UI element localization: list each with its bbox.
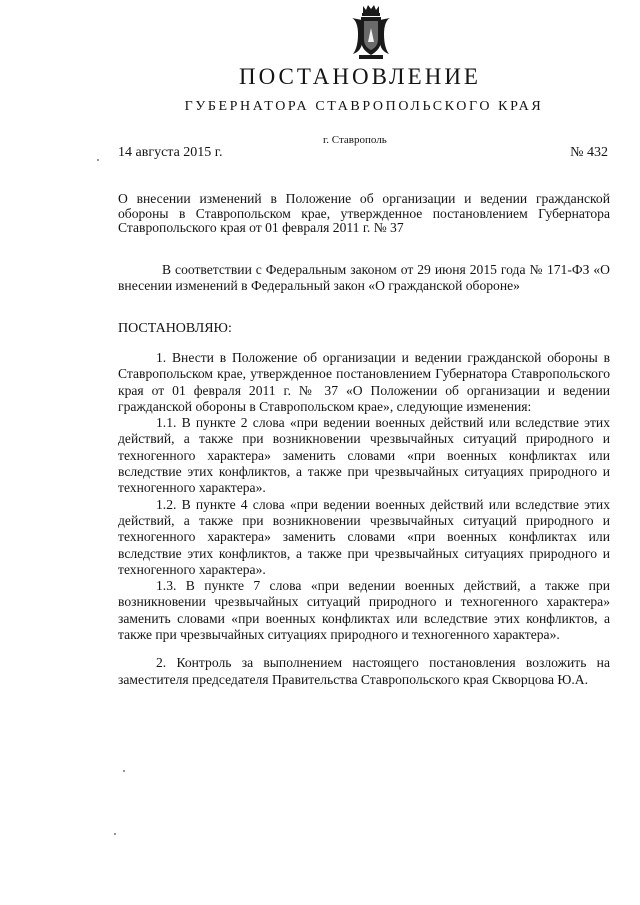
scan-speck (123, 770, 125, 772)
preamble-text: В соответствии с Федеральным законом от 29 июня 2015 года № 171-ФЗ «О внесении изменений в Федеральный закон «О гражданской обороне» (118, 262, 610, 293)
coat-of-arms-icon (350, 4, 392, 60)
paragraph-1-1: 1.1. В пункте 2 слова «при ведении военных действий или вследствие этих действий, а также при возникновении чрезвычайных ситуаций природного и техногенного характера» заменить словами «при военных конфликтах или вследствие этих конфликтов, а также при чрезвычайных ситуациях природного и техногенного характера». (118, 415, 610, 496)
paragraph-2: 2. Контроль за выполнением настоящего постановления возложить на заместителя председателя Правительства Ставропольского края Скворцова Ю.А. (118, 655, 610, 687)
paragraph-1: 1. Внести в Положение об организации и ведении гражданской обороны в Ставропольском крае, утвержденное постановлением Губернатора Ставропольского края от 01 февраля 2011 г. № 37 «О Положении об организации и ведении гражданской обороны в Ставропольском крае», следующие изменения: (118, 350, 610, 414)
issue-city: г. Ставрополь (323, 134, 387, 146)
paragraph-1-2: 1.2. В пункте 4 слова «при ведении военных действий или вследствие этих действий, а также при возникновении чрезвычайных ситуаций природного и техногенного характера» заменить словами «при военных конфликтах или вследствие этих конфликтов, а также при чрезвычайных ситуациях природного и техногенного характера». (118, 496, 610, 577)
scan-speck (97, 159, 99, 161)
document-number: № 432 (570, 145, 608, 160)
document-subject: О внесении изменений в Положение об организации и ведении гражданской обороны в Ставропольском крае, утвержденное постановлением Губернатора Ставропольского края от 01 февраля 2011 г. № 37 (118, 191, 610, 236)
resolve-heading: ПОСТАНОВЛЯЮ: (118, 321, 232, 336)
document-title: ПОСТАНОВЛЕНИЕ (239, 64, 481, 89)
issue-date: 14 августа 2015 г. (118, 145, 223, 160)
document-body (118, 350, 610, 688)
paragraph-1-3: 1.3. В пункте 7 слова «при ведении военных действий, а также при возникновении чрезвычайных ситуаций природного и техногенного характера» заменить словами «при военных конфликтах или вследствие этих конфликтов, а также при чрезвычайных ситуациях природного и техногенного характера». (118, 578, 610, 643)
issuer-subtitle: ГУБЕРНАТОРА СТАВРОПОЛЬСКОГО КРАЯ (184, 99, 544, 114)
preamble (118, 262, 610, 294)
scan-speck (114, 833, 116, 835)
